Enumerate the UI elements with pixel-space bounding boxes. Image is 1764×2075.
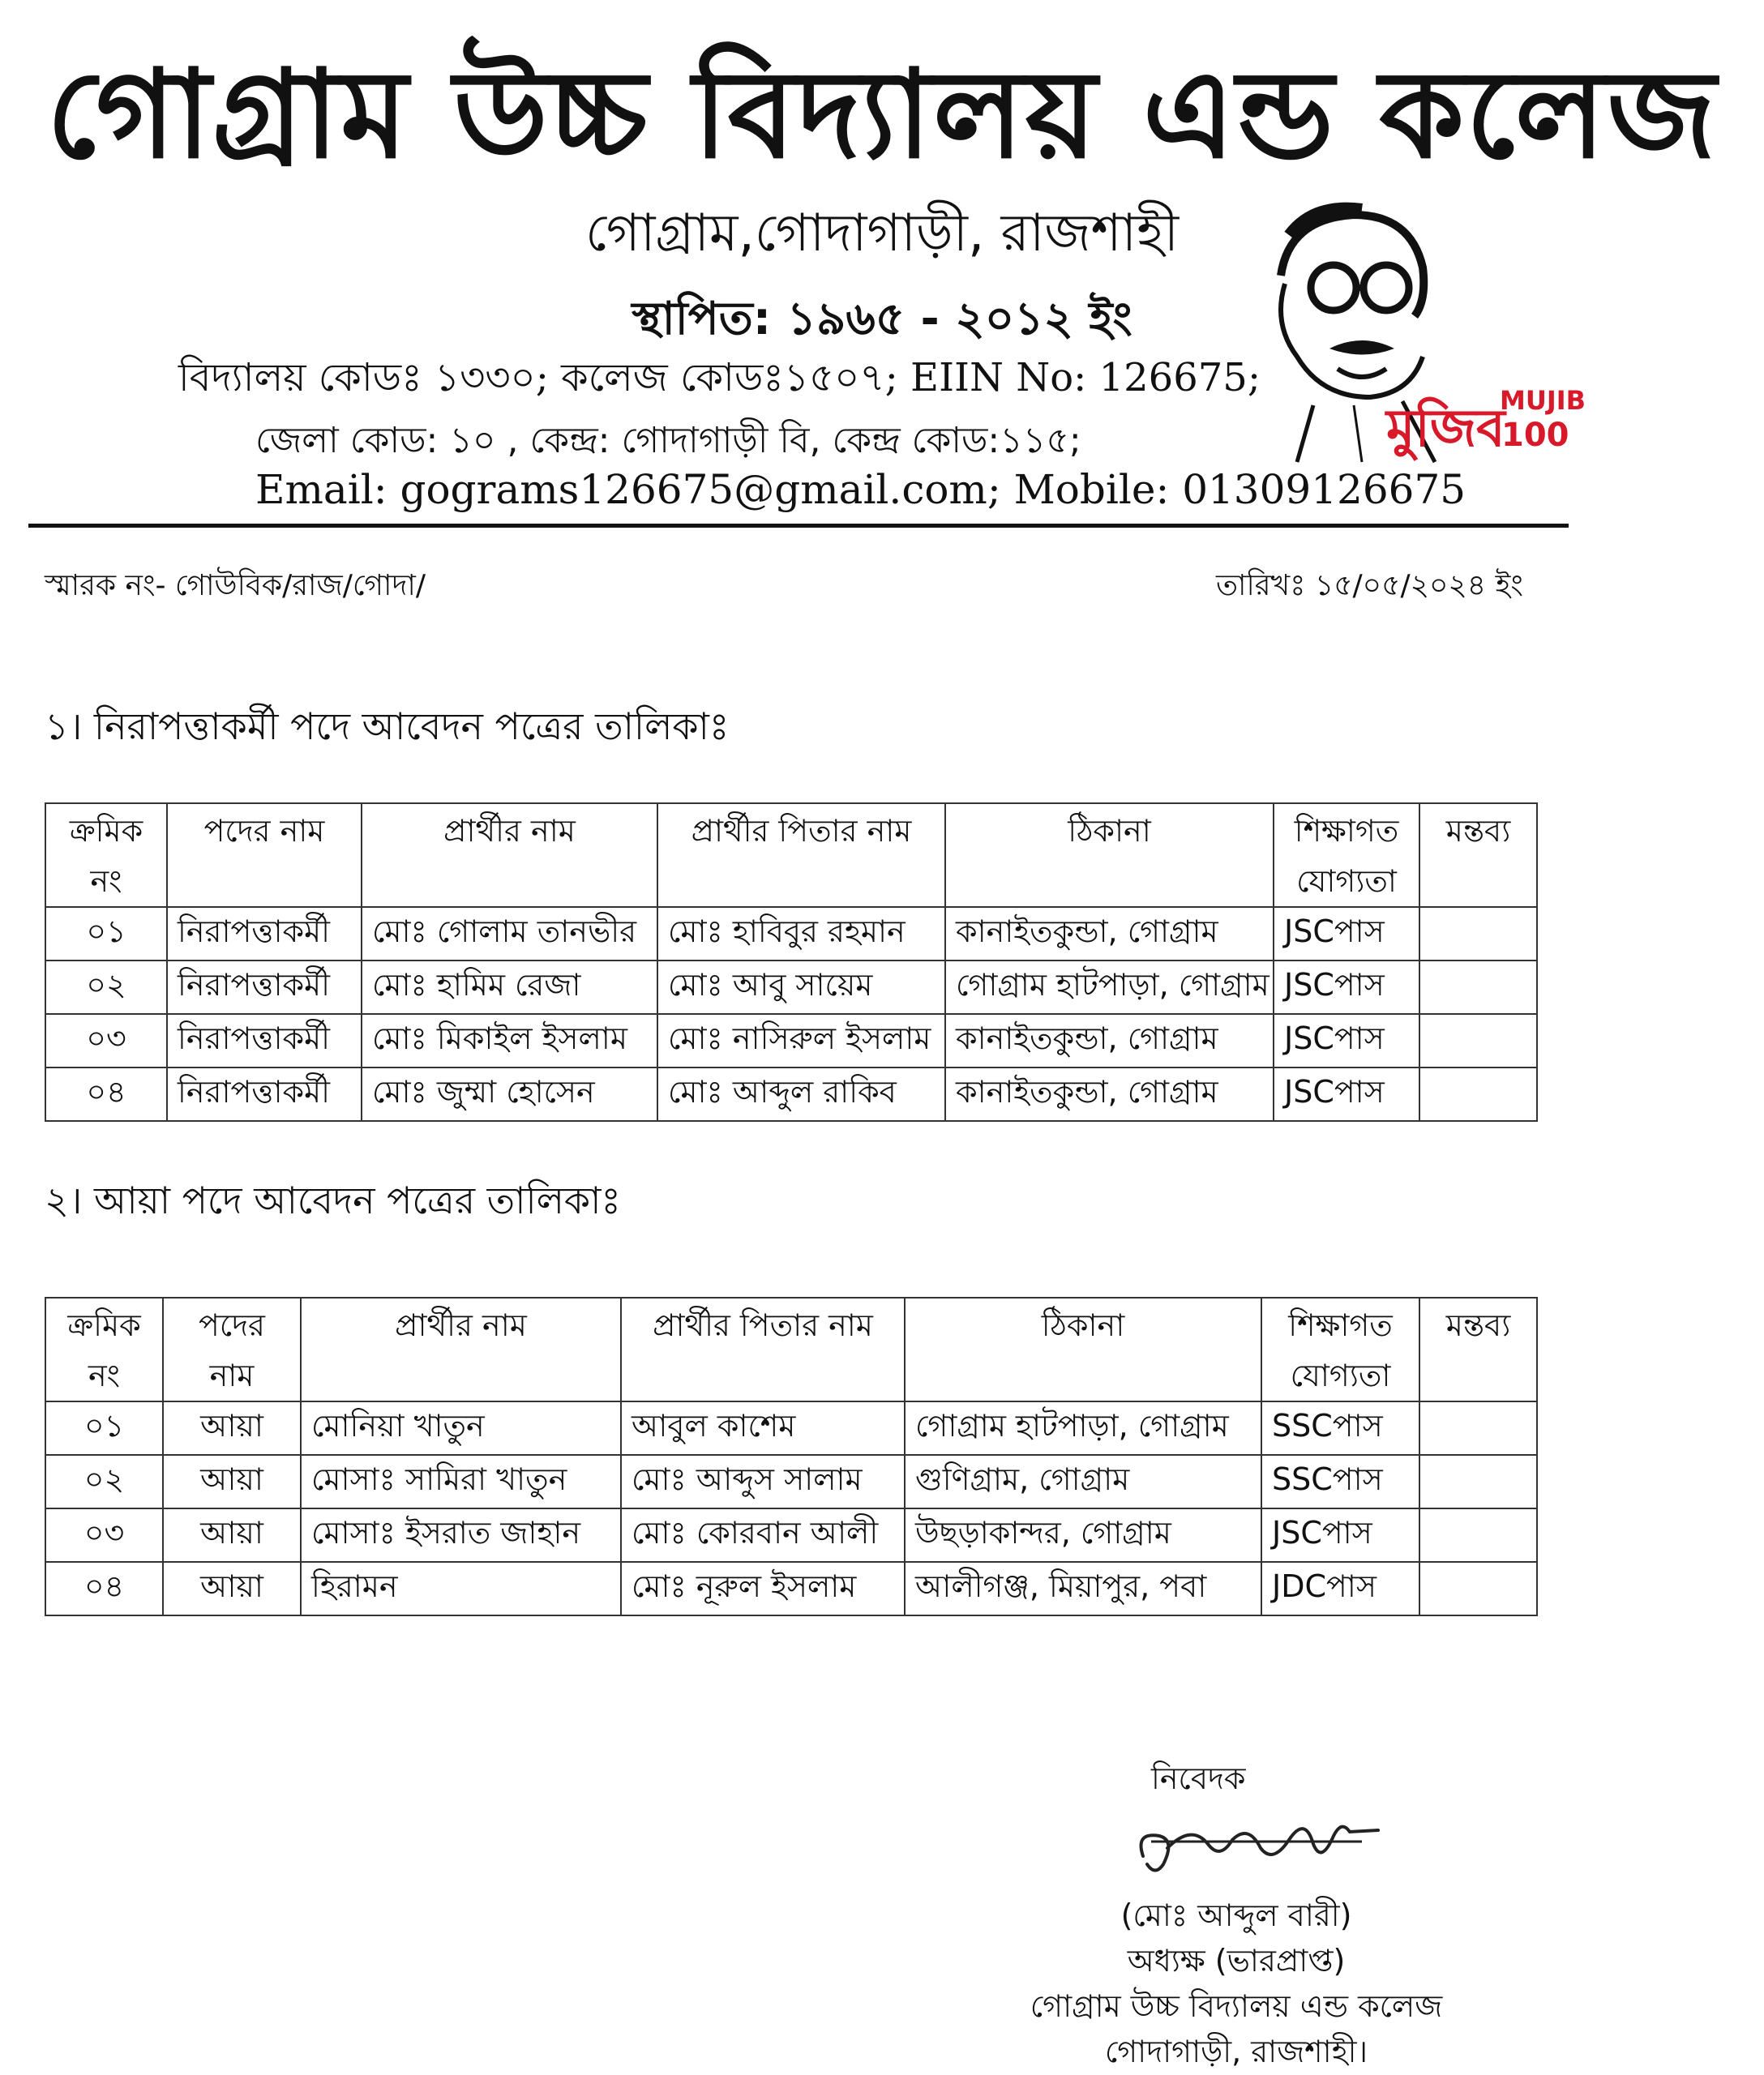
district-center-codes: জেলা কোড: ১০ , কেন্দ্র: গোদাগাড়ী বি, কেন্দ্র কোড:১১৫;	[255, 420, 1081, 461]
cell-remarks	[1419, 1014, 1537, 1067]
header-serial: ক্রমিক নং	[45, 803, 167, 907]
cell-serial: ০৩	[45, 1508, 163, 1562]
section-1-title: ১। নিরাপত্তাকর্মী পদে আবেদন পত্রের তালিকাঃ	[45, 704, 730, 748]
cell-serial: ০৩	[45, 1014, 167, 1067]
table-header-row	[45, 1298, 1537, 1401]
cell-serial: ০২	[45, 1455, 163, 1508]
cell-father-name: মোঃ আব্দুল রাকিব	[657, 1067, 945, 1121]
cell-education: JSCপাস	[1261, 1508, 1419, 1562]
cell-candidate-name: মোঃ হামিম রেজা	[362, 960, 657, 1014]
table-row	[45, 1562, 1537, 1615]
cell-address: কানাইতকুন্ডা, গোগ্রাম	[945, 1067, 1274, 1121]
cell-education: JSCপাস	[1274, 907, 1419, 960]
header-education: শিক্ষাগত যোগ্যতা	[1274, 803, 1419, 907]
established-years: স্থাপিত: ১৯৬৫ - ২০১২ ইং	[632, 293, 1132, 345]
table-row	[45, 1014, 1537, 1067]
header-father-name: প্রার্থীর পিতার নাম	[657, 803, 945, 907]
header-education: শিক্ষাগত যোগ্যতা	[1261, 1298, 1419, 1401]
cell-remarks	[1419, 1401, 1537, 1455]
cell-address: গুণিগ্রাম, গোগ্রাম	[905, 1455, 1261, 1508]
cell-father-name: মোঃ আব্দুস সালাম	[621, 1455, 905, 1508]
cell-remarks	[1419, 960, 1537, 1014]
signer-details	[932, 1893, 1540, 2074]
header-remarks: মন্তব্য	[1419, 1298, 1537, 1401]
cell-education: JSCপাস	[1274, 1014, 1419, 1067]
cell-remarks	[1419, 1508, 1537, 1562]
logo-text-en: MUJIB	[1500, 385, 1586, 416]
header-candidate-name: প্রার্থীর নাম	[301, 1298, 621, 1401]
cell-education: JDCপাস	[1261, 1562, 1419, 1615]
cell-education: JSCপাস	[1274, 960, 1419, 1014]
cell-address: উছড়াকান্দর, গোগ্রাম	[905, 1508, 1261, 1562]
cell-father-name: মোঃ কোরবান আলী	[621, 1508, 905, 1562]
cell-father-name: মোঃ আবু সায়েম	[657, 960, 945, 1014]
table-row	[45, 960, 1537, 1014]
cell-post: নিরাপত্তাকর্মী	[167, 1014, 362, 1067]
cell-remarks	[1419, 907, 1537, 960]
cell-candidate-name: মোনিয়া খাতুন	[301, 1401, 621, 1455]
institution-name: গোগ্রাম উচ্চ বিদ্যালয় এন্ড কলেজ	[46, 45, 1718, 186]
signer-location: গোদাগাড়ী, রাজশাহী।	[1104, 2034, 1368, 2069]
cell-remarks	[1419, 1067, 1537, 1121]
cell-address: গোগ্রাম হাটপাড়া, গোগ্রাম	[905, 1401, 1261, 1455]
table-row	[45, 1401, 1537, 1455]
header-address: ঠিকানা	[905, 1298, 1261, 1401]
cell-candidate-name: মোঃ জুম্মা হোসেন	[362, 1067, 657, 1121]
cell-father-name: মোঃ হাবিবুর রহমান	[657, 907, 945, 960]
header-father-name: প্রার্থীর পিতার নাম	[621, 1298, 905, 1401]
cell-education: JSCপাস	[1274, 1067, 1419, 1121]
cell-post: নিরাপত্তাকর্মী	[167, 960, 362, 1014]
header-post: পদের নাম	[163, 1298, 301, 1401]
cell-remarks	[1419, 1455, 1537, 1508]
memo-date: তারিখঃ ১৫/০৫/২০২৪ ইং	[1216, 569, 1523, 602]
header-address: ঠিকানা	[945, 803, 1274, 907]
cell-father-name: আবুল কাশেম	[621, 1401, 905, 1455]
signer-institution: গোগ্রাম উচ্চ বিদ্যালয় এন্ড কলেজ	[1030, 1988, 1443, 2024]
cell-post: আয়া	[163, 1508, 301, 1562]
cell-remarks	[1419, 1562, 1537, 1615]
cell-candidate-name: মোসাঃ ইসরাত জাহান	[301, 1508, 621, 1562]
cell-address: আলীগঞ্জ, মিয়াপুর, পবা	[905, 1562, 1261, 1615]
section-2-title: ২। আয়া পদে আবেদন পত্রের তালিকাঃ	[45, 1179, 621, 1222]
cell-candidate-name: মোঃ মিকাইল ইসলাম	[362, 1014, 657, 1067]
signer-designation: অধ্যক্ষ (ভারপ্রাপ্ত)	[1127, 1943, 1346, 1979]
cell-serial: ০১	[45, 907, 167, 960]
memo-reference: স্মারক নং- গোউবিক/রাজ/গোদা/	[45, 569, 426, 602]
cell-serial: ০১	[45, 1401, 163, 1455]
cell-education: SSCপাস	[1261, 1401, 1419, 1455]
cell-education: SSCপাস	[1261, 1455, 1419, 1508]
institution-codes: বিদ্যালয় কোডঃ ১৩৩০; কলেজ কোডঃ১৫০৭; EIIN No: 126675;	[178, 355, 1261, 400]
header-candidate-name: প্রার্থীর নাম	[362, 803, 657, 907]
logo-text-num: 100	[1501, 417, 1569, 454]
cell-address: গোগ্রাম হাটপাড়া, গোগ্রাম	[945, 960, 1274, 1014]
cell-candidate-name: মোসাঃ সামিরা খাতুন	[301, 1455, 621, 1508]
header-remarks: মন্তব্য	[1419, 803, 1537, 907]
submitted-by-label: নিবেদক	[1151, 1761, 1246, 1796]
cell-father-name: মোঃ নূরুল ইসলাম	[621, 1562, 905, 1615]
contact-info: Email: gograms126675@gmail.com; Mobile: 01309126675	[255, 466, 1466, 513]
table-row	[45, 1455, 1537, 1508]
table-row	[45, 907, 1537, 960]
header-divider	[28, 524, 1569, 528]
table-row	[45, 1508, 1537, 1562]
cell-address: কানাইতকুন্ডা, গোগ্রাম	[945, 1014, 1274, 1067]
cell-post: আয়া	[163, 1401, 301, 1455]
cell-post: নিরাপত্তাকর্মী	[167, 1067, 362, 1121]
table-header-row	[45, 803, 1537, 907]
mujib-100-portrait-icon	[1265, 203, 1586, 462]
handwritten-signature	[1119, 1799, 1386, 1889]
logo-text-bn: মুজিব	[1386, 399, 1505, 459]
cell-serial: ০৪	[45, 1067, 167, 1121]
cell-candidate-name: হিরামন	[301, 1562, 621, 1615]
cell-candidate-name: মোঃ গোলাম তানভীর	[362, 907, 657, 960]
signer-name: (মোঃ আব্দুল বারী)	[1120, 1897, 1352, 1933]
header-post: পদের নাম	[167, 803, 362, 907]
institution-address: গোগ্রাম,গোদাগাড়ী, রাজশাহী	[584, 203, 1180, 263]
header-serial: ক্রমিক নং	[45, 1298, 163, 1401]
cell-post: আয়া	[163, 1562, 301, 1615]
table-row	[45, 1067, 1537, 1121]
cell-serial: ০৪	[45, 1562, 163, 1615]
cell-post: আয়া	[163, 1455, 301, 1508]
security-staff-applicants-table	[45, 802, 1538, 1122]
cell-address: কানাইতকুন্ডা, গোগ্রাম	[945, 907, 1274, 960]
cell-serial: ০২	[45, 960, 167, 1014]
cell-post: নিরাপত্তাকর্মী	[167, 907, 362, 960]
aya-applicants-table	[45, 1297, 1538, 1616]
cell-father-name: মোঃ নাসিরুল ইসলাম	[657, 1014, 945, 1067]
